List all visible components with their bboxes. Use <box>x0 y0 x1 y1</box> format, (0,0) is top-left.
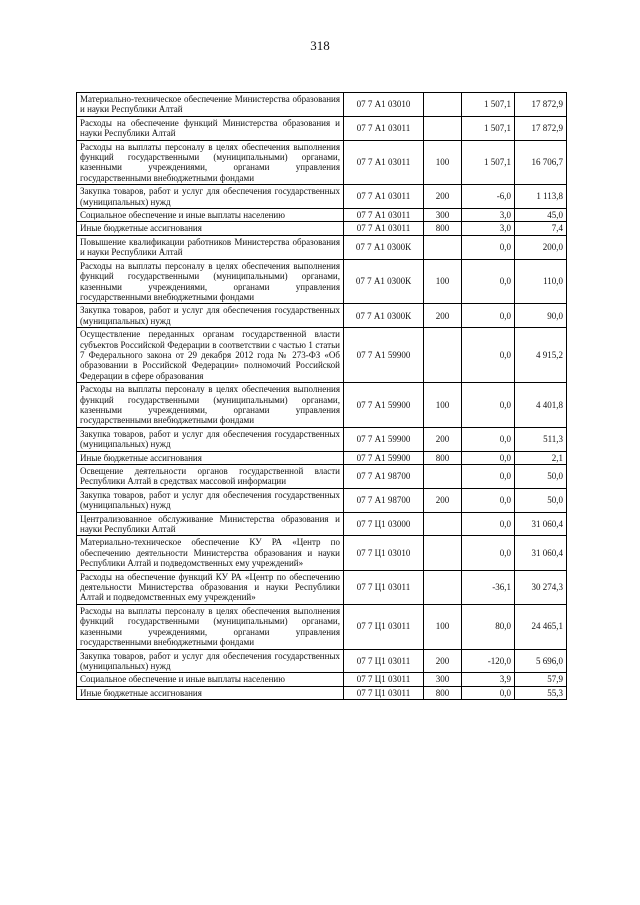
row-change-amount-cell: 0,0 <box>462 451 515 464</box>
row-expense-type-cell: 200 <box>424 488 462 512</box>
row-expense-type-cell: 200 <box>424 185 462 209</box>
row-change-amount-cell: 1 507,1 <box>462 93 515 117</box>
row-change-amount-cell: 0,0 <box>462 304 515 328</box>
row-change-amount-cell: 80,0 <box>462 604 515 649</box>
row-code-cell: 07 7 А1 59900 <box>344 383 424 428</box>
row-total-amount-cell: 1 113,8 <box>515 185 567 209</box>
row-total-amount-cell: 50,0 <box>515 488 567 512</box>
row-name-cell: Расходы на выплаты персоналу в целях обеспечения выполнения функций государственными (муниципальными) органами, казенными учреждениями, органами управления государственными внебюджетными фондами <box>77 259 344 304</box>
row-total-amount-cell: 17 872,9 <box>515 116 567 140</box>
row-total-amount-cell: 55,3 <box>515 686 567 699</box>
row-code-cell: 07 7 А1 03011 <box>344 116 424 140</box>
row-total-amount-cell: 31 060,4 <box>515 536 567 570</box>
table-row <box>77 673 567 686</box>
row-change-amount-cell: 1 507,1 <box>462 116 515 140</box>
row-expense-type-cell: 100 <box>424 604 462 649</box>
table-row <box>77 570 567 604</box>
row-code-cell: 07 7 А1 98700 <box>344 465 424 489</box>
row-name-cell: Расходы на выплаты персоналу в целях обеспечения выполнения функций государственными (муниципальными) органами, казенными учреждениями, органами управления государственными внебюджетными фондами <box>77 140 344 185</box>
row-total-amount-cell: 30 274,3 <box>515 570 567 604</box>
table-row <box>77 604 567 649</box>
row-name-cell: Закупка товаров, работ и услуг для обеспечения государственных (муниципальных) нужд <box>77 304 344 328</box>
row-expense-type-cell: 800 <box>424 686 462 699</box>
table-row <box>77 649 567 673</box>
row-code-cell: 07 7 Ц1 03011 <box>344 673 424 686</box>
row-name-cell: Закупка товаров, работ и услуг для обеспечения государственных (муниципальных) нужд <box>77 488 344 512</box>
row-name-cell: Социальное обеспечение и иные выплаты населению <box>77 673 344 686</box>
row-expense-type-cell: 100 <box>424 140 462 185</box>
row-expense-type-cell <box>424 570 462 604</box>
row-code-cell: 07 7 А1 0300К <box>344 259 424 304</box>
row-change-amount-cell: 1 507,1 <box>462 140 515 185</box>
row-change-amount-cell: 0,0 <box>462 259 515 304</box>
table-row <box>77 222 567 235</box>
row-code-cell: 07 7 Ц1 03011 <box>344 604 424 649</box>
row-expense-type-cell <box>424 328 462 383</box>
row-expense-type-cell: 200 <box>424 649 462 673</box>
row-expense-type-cell: 200 <box>424 427 462 451</box>
row-total-amount-cell: 16 706,7 <box>515 140 567 185</box>
row-name-cell: Освещение деятельности органов государственной власти Республики Алтай в средствах массовой информации <box>77 465 344 489</box>
row-name-cell: Иные бюджетные ассигнования <box>77 222 344 235</box>
row-change-amount-cell: -120,0 <box>462 649 515 673</box>
table-row <box>77 185 567 209</box>
row-code-cell: 07 7 А1 03010 <box>344 93 424 117</box>
row-code-cell: 07 7 А1 98700 <box>344 488 424 512</box>
row-total-amount-cell: 90,0 <box>515 304 567 328</box>
row-expense-type-cell: 300 <box>424 209 462 222</box>
page-number: 318 <box>310 38 330 53</box>
row-change-amount-cell: -6,0 <box>462 185 515 209</box>
row-name-cell: Иные бюджетные ассигнования <box>77 451 344 464</box>
table-row <box>77 328 567 383</box>
row-total-amount-cell: 7,4 <box>515 222 567 235</box>
row-code-cell: 07 7 А1 0300К <box>344 235 424 259</box>
table-row <box>77 116 567 140</box>
row-code-cell: 07 7 А1 03011 <box>344 185 424 209</box>
row-name-cell: Расходы на обеспечение функций Министерства образования и науки Республики Алтай <box>77 116 344 140</box>
row-code-cell: 07 7 Ц1 03000 <box>344 512 424 536</box>
table-row <box>77 235 567 259</box>
row-code-cell: 07 7 А1 59900 <box>344 427 424 451</box>
row-expense-type-cell <box>424 235 462 259</box>
row-code-cell: 07 7 Ц1 03010 <box>344 536 424 570</box>
row-change-amount-cell: 0,0 <box>462 328 515 383</box>
row-total-amount-cell: 110,0 <box>515 259 567 304</box>
row-change-amount-cell: 3,9 <box>462 673 515 686</box>
row-name-cell: Централизованное обслуживание Министерства образования и науки Республики Алтай <box>77 512 344 536</box>
table-row <box>77 686 567 699</box>
row-code-cell: 07 7 А1 03011 <box>344 222 424 235</box>
row-name-cell: Повышение квалификации работников Министерства образования и науки Республики Алтай <box>77 235 344 259</box>
row-code-cell: 07 7 А1 03011 <box>344 209 424 222</box>
row-change-amount-cell: 0,0 <box>462 488 515 512</box>
row-code-cell: 07 7 А1 03011 <box>344 140 424 185</box>
row-expense-type-cell: 200 <box>424 304 462 328</box>
row-change-amount-cell: 0,0 <box>462 536 515 570</box>
row-expense-type-cell <box>424 465 462 489</box>
row-name-cell: Материально-техническое обеспечение Министерства образования и науки Республики Алтай <box>77 93 344 117</box>
table-row <box>77 304 567 328</box>
row-code-cell: 07 7 А1 59900 <box>344 328 424 383</box>
table-row <box>77 383 567 428</box>
row-total-amount-cell: 511,3 <box>515 427 567 451</box>
row-change-amount-cell: 0,0 <box>462 686 515 699</box>
table-row <box>77 488 567 512</box>
row-change-amount-cell: 0,0 <box>462 512 515 536</box>
budget-table <box>76 92 567 700</box>
row-total-amount-cell: 50,0 <box>515 465 567 489</box>
row-change-amount-cell: 3,0 <box>462 222 515 235</box>
row-expense-type-cell: 800 <box>424 222 462 235</box>
row-name-cell: Закупка товаров, работ и услуг для обеспечения государственных (муниципальных) нужд <box>77 649 344 673</box>
row-total-amount-cell: 45,0 <box>515 209 567 222</box>
row-total-amount-cell: 4 915,2 <box>515 328 567 383</box>
table-row <box>77 465 567 489</box>
row-expense-type-cell <box>424 93 462 117</box>
row-change-amount-cell: 0,0 <box>462 465 515 489</box>
row-expense-type-cell <box>424 116 462 140</box>
row-total-amount-cell: 4 401,8 <box>515 383 567 428</box>
row-total-amount-cell: 17 872,9 <box>515 93 567 117</box>
row-name-cell: Закупка товаров, работ и услуг для обеспечения государственных (муниципальных) нужд <box>77 185 344 209</box>
row-code-cell: 07 7 Ц1 03011 <box>344 686 424 699</box>
row-code-cell: 07 7 Ц1 03011 <box>344 649 424 673</box>
table-row <box>77 512 567 536</box>
row-total-amount-cell: 5 696,0 <box>515 649 567 673</box>
row-name-cell: Расходы на выплаты персоналу в целях обеспечения выполнения функций государственными (муниципальными) органами, казенными учреждениями, органами управления государственными внебюджетными фондами <box>77 604 344 649</box>
row-name-cell: Расходы на выплаты персоналу в целях обеспечения выполнения функций государственными (муниципальными) органами, казенными учреждениями, органами управления государственными внебюджетными фондами <box>77 383 344 428</box>
table-row <box>77 93 567 117</box>
row-total-amount-cell: 31 060,4 <box>515 512 567 536</box>
row-change-amount-cell: 0,0 <box>462 427 515 451</box>
row-change-amount-cell: -36,1 <box>462 570 515 604</box>
table-row <box>77 536 567 570</box>
row-expense-type-cell <box>424 512 462 536</box>
row-code-cell: 07 7 А1 59900 <box>344 451 424 464</box>
row-code-cell: 07 7 А1 0300К <box>344 304 424 328</box>
row-change-amount-cell: 0,0 <box>462 235 515 259</box>
row-name-cell: Расходы на обеспечение функций КУ РА «Центр по обеспечению деятельности Министерства образования и науки Республики Алтай и подведомственных ему учреждений» <box>77 570 344 604</box>
row-expense-type-cell: 300 <box>424 673 462 686</box>
row-expense-type-cell: 800 <box>424 451 462 464</box>
row-change-amount-cell: 3,0 <box>462 209 515 222</box>
table-row <box>77 209 567 222</box>
row-expense-type-cell <box>424 536 462 570</box>
row-code-cell: 07 7 Ц1 03011 <box>344 570 424 604</box>
budget-table-body <box>77 93 567 700</box>
row-name-cell: Материально-техническое обеспечение КУ РА «Центр по обеспечению деятельности Министерства образования и науки Республики Алтай и подведомственных ему учреждений» <box>77 536 344 570</box>
row-name-cell: Социальное обеспечение и иные выплаты населению <box>77 209 344 222</box>
row-name-cell: Закупка товаров, работ и услуг для обеспечения государственных (муниципальных) нужд <box>77 427 344 451</box>
table-row <box>77 259 567 304</box>
table-row <box>77 140 567 185</box>
row-name-cell: Осуществление переданных органам государственной власти субъектов Российской Федерации в соответствии с частью 1 статьи 7 Федерального закона от 29 декабря 2012 года № 273-ФЗ «Об образовании в Российской Федерации» полномочий Российской Федерации в сфере образования <box>77 328 344 383</box>
row-name-cell: Иные бюджетные ассигнования <box>77 686 344 699</box>
row-total-amount-cell: 2,1 <box>515 451 567 464</box>
row-change-amount-cell: 0,0 <box>462 383 515 428</box>
table-row <box>77 427 567 451</box>
row-total-amount-cell: 24 465,1 <box>515 604 567 649</box>
table-row <box>77 451 567 464</box>
row-expense-type-cell: 100 <box>424 383 462 428</box>
row-total-amount-cell: 200,0 <box>515 235 567 259</box>
row-total-amount-cell: 57,9 <box>515 673 567 686</box>
row-expense-type-cell: 100 <box>424 259 462 304</box>
